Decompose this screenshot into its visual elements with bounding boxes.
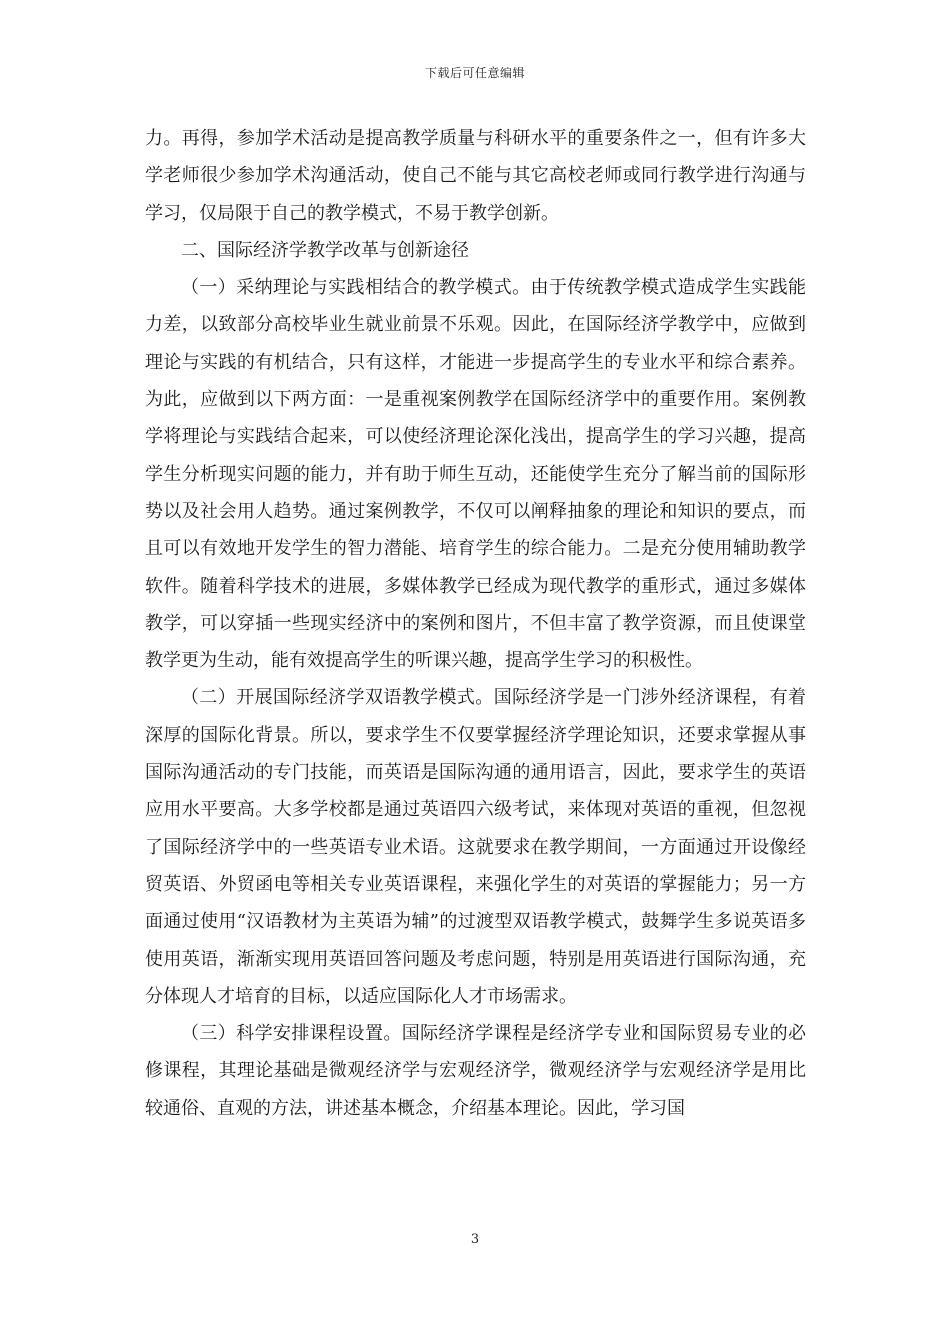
paragraph-4: （三）科学安排课程设置。国际经济学课程是经济学专业和国际贸易专业的必修课程，其理论基础是微观经济学与宏观经济学，微观经济学与宏观经济学是用比较通俗、直观的方法，讲述基本概念，介绍基本理论。因此，学习国 xyxy=(145,1023,806,1119)
page-header: 下载后可任意编辑 xyxy=(424,66,525,80)
paragraph-1: 力。再得，参加学术活动是提高教学质量与科研水平的重要条件之一，但有许多大学老师很少参加学术沟通活动，使自己不能与其它高校老师或同行教学进行沟通与学习，仅局限于自己的教学模式，不易于教学创新。 xyxy=(145,128,806,224)
document-body xyxy=(145,120,806,1127)
paragraph-3: （二）开展国际经济学双语教学模式。国际经济学是一门涉外经济课程，有着深厚的国际化背景。所以，要求学生不仅要掌握经济学理论知识，还要求掌握从事国际沟通活动的专门技能，而英语是国际沟通的通用语言，因此，要求学生的英语应用水平要高。大多学校都是通过英语四六级考试，来体现对英语的重视，但忽视了国际经济学中的一些英语专业术语。这就要求在教学期间，一方面通过开设像经贸英语、外贸函电等相关专业英语课程，来强化学生的对英语的掌握能力；另一方面通过使用“汉语教材为主英语为辅”的过渡型双语教学模式，鼓舞学生多说英语多使用英语，渐渐实现用英语回答问题及考虑问题，特别是用英语进行国际沟通，充分体现人才培育的目标，以适应国际化人才市场需求。 xyxy=(145,687,806,1007)
paragraph-2: （一）采纳理论与实践相结合的教学模式。由于传统教学模式造成学生实践能力差，以致部分高校毕业生就业前景不乐观。因此，在国际经济学教学中，应做到理论与实践的有机结合，只有这样，才能进一步提高学生的专业水平和综合素养。为此，应做到以下两方面：一是重视案例教学在国际经济学中的重要作用。案例教学将理论与实践结合起来，可以使经济理论深化浅出，提高学生的学习兴趣，提高学生分析现实问题的能力，并有助于师生互动，还能使学生充分了解当前的国际形势以及社会用人趋势。通过案例教学，不仅可以阐释抽象的理论和知识的要点，而且可以有效地开发学生的智力潜能、培育学生的综合能力。二是充分使用辅助教学软件。随着科学技术的进展，多媒体教学已经成为现代教学的重形式，通过多媒体教学，可以穿插一些现实经济中的案例和图片，不但丰富了教学资源，而且使课堂教学更为生动，能有效提高学生的听课兴趣，提高学生学习的积极性。 xyxy=(145,277,806,672)
section-heading: 二、国际经济学教学改革与创新途径 xyxy=(181,239,469,261)
page-number: 3 xyxy=(470,1232,480,1247)
